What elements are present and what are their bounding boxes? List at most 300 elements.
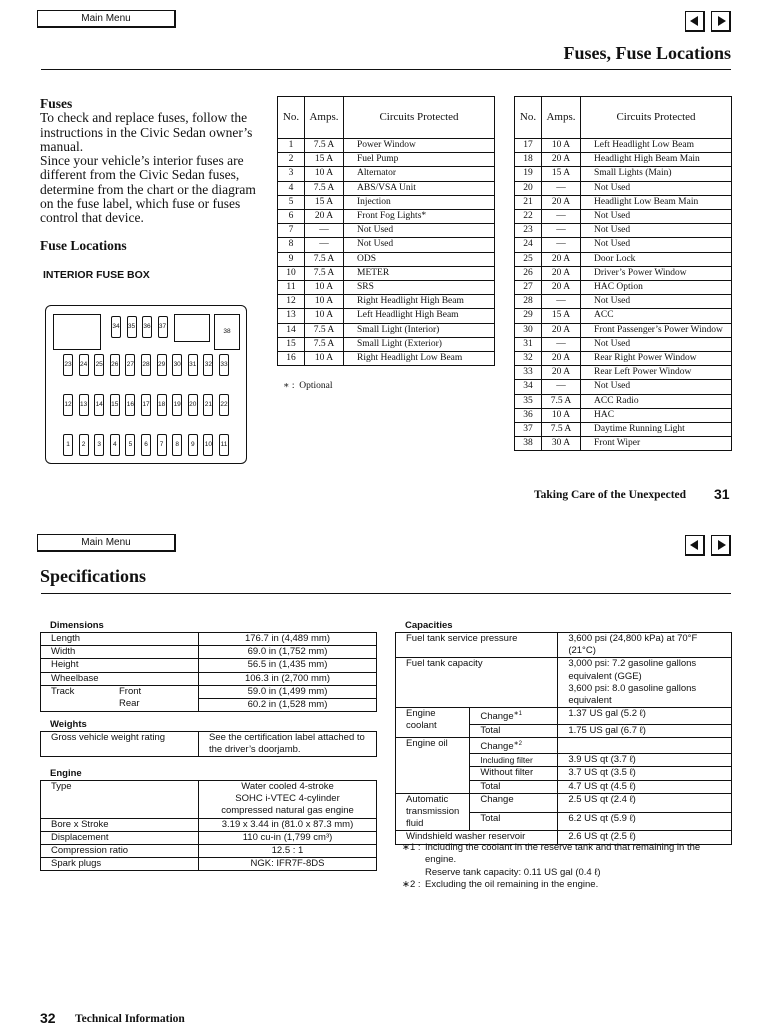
fuse-slot: 32 bbox=[203, 354, 213, 376]
spec-sublabel: Total bbox=[470, 724, 558, 737]
table-row bbox=[515, 153, 732, 167]
fuse-number: 21 bbox=[515, 195, 542, 209]
table-row bbox=[515, 167, 732, 181]
spec-value: 60.2 in (1,528 mm) bbox=[247, 699, 328, 711]
engine-type-line-3: compressed natural gas engine bbox=[221, 805, 354, 817]
fuel-capacity-line-4: equivalent bbox=[568, 695, 612, 707]
fuse-number: 37 bbox=[515, 423, 542, 437]
track-rear-label: Rear bbox=[119, 698, 140, 710]
table-row bbox=[515, 309, 732, 323]
fuses-paragraph-1: To check and replace fuses, follow the instructions in the Civic Sedan owner’s manual. bbox=[40, 110, 253, 154]
fuse-amps: — bbox=[542, 210, 581, 224]
footnote-1-line-3: Reserve tank capacity: 0.11 US gal (0.4 ℓ) bbox=[425, 866, 601, 878]
fuse-number: 6 bbox=[278, 210, 305, 224]
spec-sublabel bbox=[470, 708, 558, 724]
fuse-amps: 10 A bbox=[305, 281, 344, 295]
spec-label bbox=[396, 793, 470, 831]
page-title: Fuses, Fuse Locations bbox=[563, 43, 731, 63]
table-row bbox=[515, 181, 732, 195]
fuel-capacity-line-2: equivalent (GGE) bbox=[568, 670, 642, 682]
fuse-number: 3 bbox=[278, 167, 305, 181]
interior-fuse-box-label: INTERIOR FUSE BOX bbox=[43, 269, 150, 281]
fuse-amps: 7.5 A bbox=[305, 266, 344, 280]
main-menu-button[interactable]: Main Menu bbox=[37, 10, 176, 28]
spec-value: See the certification label attached to the driver’s doorjamb. bbox=[199, 732, 377, 757]
fuse-number: 13 bbox=[278, 309, 305, 323]
fuse-circuit: Not Used bbox=[581, 210, 732, 224]
fuse-amps: 20 A bbox=[542, 252, 581, 266]
fuse-number: 22 bbox=[515, 210, 542, 224]
spec-label: Compression ratio bbox=[41, 845, 199, 858]
coolant-label-line-2: coolant bbox=[406, 720, 437, 732]
fuse-slot: 33 bbox=[219, 354, 229, 376]
fuse-slot: 29 bbox=[157, 354, 167, 376]
fuse-number: 34 bbox=[515, 380, 542, 394]
fuse-circuit: Not Used bbox=[581, 380, 732, 394]
spec-value: 2.5 US qt (2.4 ℓ) bbox=[558, 793, 732, 812]
table-row bbox=[278, 167, 495, 181]
footnotes bbox=[402, 842, 732, 892]
arrow-right-icon bbox=[718, 540, 726, 550]
fuse-slot: 16 bbox=[125, 394, 135, 416]
fuse-amps: 20 A bbox=[542, 195, 581, 209]
fuse-slot: 13 bbox=[79, 394, 89, 416]
table-row bbox=[515, 394, 732, 408]
fuse-circuit: Door Lock bbox=[581, 252, 732, 266]
footnote-mark: ∗1 : bbox=[402, 842, 421, 853]
fuse-number: 10 bbox=[278, 266, 305, 280]
footnote-mark: ∗1 bbox=[513, 711, 522, 718]
fuse-slot: 28 bbox=[141, 354, 151, 376]
fuse-number: 18 bbox=[515, 153, 542, 167]
fuse-slot: 20 bbox=[188, 394, 198, 416]
spec-sublabel: Including filter bbox=[470, 754, 558, 767]
engine-heading: Engine bbox=[50, 768, 82, 779]
fuse-slot: 35 bbox=[127, 316, 137, 338]
spec-value bbox=[558, 737, 732, 753]
table-row bbox=[278, 181, 495, 195]
fuse-amps: — bbox=[542, 181, 581, 195]
fuse-amps: — bbox=[542, 380, 581, 394]
fuse-amps: 20 A bbox=[542, 366, 581, 380]
fuse-number: 5 bbox=[278, 195, 305, 209]
fuse-circuit: Driver’s Power Window bbox=[581, 266, 732, 280]
fuse-amps: 10 A bbox=[542, 408, 581, 422]
fuse-number: 30 bbox=[515, 323, 542, 337]
atf-label-line-1: Automatic bbox=[406, 793, 449, 805]
spec-value: 3.7 US qt (3.5 ℓ) bbox=[558, 767, 732, 780]
spec-value bbox=[558, 633, 732, 658]
table-row bbox=[278, 309, 495, 323]
spec-sublabel: Change bbox=[470, 793, 558, 812]
spec-value: 59.0 in (1,499 mm) bbox=[199, 686, 376, 699]
table-row bbox=[41, 732, 377, 757]
track-label-line bbox=[41, 686, 198, 698]
fuses-heading: Fuses bbox=[40, 96, 73, 111]
fuse-circuit: Front Passenger’s Power Window bbox=[581, 323, 732, 337]
fuse-amps: — bbox=[305, 238, 344, 252]
fuse-slot: 5 bbox=[125, 434, 135, 456]
fuse-slot: 10 bbox=[203, 434, 213, 456]
fuse-slot: 25 bbox=[94, 354, 104, 376]
relay-block-left bbox=[53, 314, 101, 350]
table-row bbox=[515, 423, 732, 437]
optional-footnote bbox=[283, 380, 332, 391]
spec-value: 6.2 US qt (5.9 ℓ) bbox=[558, 812, 732, 831]
fuse-circuit: METER bbox=[344, 266, 495, 280]
table-row bbox=[41, 818, 377, 831]
table-row bbox=[396, 658, 732, 708]
column-header-amps: Amps. bbox=[542, 97, 581, 139]
table-row bbox=[515, 266, 732, 280]
spec-label: Track bbox=[51, 685, 75, 697]
spec-value: 4.7 US qt (4.5 ℓ) bbox=[558, 780, 732, 793]
footnote-2 bbox=[402, 879, 732, 891]
table-row bbox=[41, 672, 377, 685]
arrow-left-icon bbox=[690, 16, 698, 26]
fuse-slot: 6 bbox=[141, 434, 151, 456]
fuse-number: 9 bbox=[278, 252, 305, 266]
fuse-amps: 7.5 A bbox=[305, 181, 344, 195]
spec-label: Wheelbase bbox=[41, 672, 199, 685]
fuses-paragraph-2: Since your vehicle’s interior fuses are different from the Civic Sedan fuses, determine from the chart or the diagram on the fuse label, which fuse or fuses control that device. bbox=[40, 153, 256, 226]
fuse-number: 16 bbox=[278, 352, 305, 366]
fuse-number: 26 bbox=[515, 266, 542, 280]
fuse-circuit: Small Lights (Main) bbox=[581, 167, 732, 181]
fuse-amps: — bbox=[542, 238, 581, 252]
spec-value: 110 cu-in (1,799 cm³) bbox=[199, 831, 377, 844]
spec-label: Height bbox=[41, 659, 199, 672]
fuse-number: 33 bbox=[515, 366, 542, 380]
fuse-number: 14 bbox=[278, 323, 305, 337]
fuse-amps: 10 A bbox=[305, 295, 344, 309]
fuse-number: 28 bbox=[515, 295, 542, 309]
fuse-number: 36 bbox=[515, 408, 542, 422]
fuse-circuit: Rear Right Power Window bbox=[581, 352, 732, 366]
spec-value: 56.5 in (1,435 mm) bbox=[199, 659, 377, 672]
fuse-number: 1 bbox=[278, 139, 305, 153]
fuel-pressure-line-1: 3,600 psi (24,800 kPa) at 70°F bbox=[568, 633, 698, 644]
relay-block-middle bbox=[174, 314, 210, 342]
fuse-slot: 12 bbox=[63, 394, 73, 416]
spec-label: Bore x Stroke bbox=[41, 818, 199, 831]
table-row bbox=[396, 633, 732, 658]
fuse-number: 15 bbox=[278, 337, 305, 351]
column-header-circuits: Circuits Protected bbox=[344, 97, 495, 139]
table-row bbox=[41, 633, 377, 646]
spec-value: 3.19 x 3.44 in (81.0 x 87.3 mm) bbox=[199, 818, 377, 831]
fuse-circuit: Not Used bbox=[581, 224, 732, 238]
fuse-amps: 10 A bbox=[542, 139, 581, 153]
fuse-circuit: Small Light (Interior) bbox=[344, 323, 495, 337]
spec-sublabel bbox=[470, 737, 558, 753]
coolant-label-line-1: Engine bbox=[406, 708, 436, 720]
fuse-circuit: Front Wiper bbox=[581, 437, 732, 451]
fuse-circuit: Fuel Pump bbox=[344, 153, 495, 167]
footnote-2-text: Excluding the oil remaining in the engine. bbox=[425, 879, 599, 891]
table-row bbox=[515, 408, 732, 422]
fuse-slot: 21 bbox=[203, 394, 213, 416]
fuse-amps: — bbox=[542, 295, 581, 309]
column-header-no: No. bbox=[515, 97, 542, 139]
fuse-circuit: Injection bbox=[344, 195, 495, 209]
fuse-circuit: Not Used bbox=[581, 181, 732, 195]
arrow-left-icon bbox=[690, 540, 698, 550]
fuse-circuit: Small Light (Exterior) bbox=[344, 337, 495, 351]
table-row bbox=[278, 224, 495, 238]
fuse-number: 24 bbox=[515, 238, 542, 252]
fuse-circuit: HAC Option bbox=[581, 281, 732, 295]
fuse-number: 4 bbox=[278, 181, 305, 195]
fuse-circuit: ACC Radio bbox=[581, 394, 732, 408]
page-number: 31 bbox=[714, 486, 730, 502]
fuel-capacity-line-3: 3,600 psi: 8.0 gasoline gallons bbox=[568, 682, 697, 694]
coolant-change-label: Change bbox=[480, 711, 514, 723]
fuse-amps: — bbox=[305, 224, 344, 238]
table-row bbox=[515, 295, 732, 309]
table-row bbox=[278, 337, 495, 351]
fuse-number: 20 bbox=[515, 181, 542, 195]
fuse-amps: 15 A bbox=[305, 153, 344, 167]
table-row bbox=[41, 831, 377, 844]
fuse-number: 19 bbox=[515, 167, 542, 181]
fuse-amps: 20 A bbox=[542, 352, 581, 366]
table-row bbox=[396, 737, 732, 753]
table-row bbox=[41, 858, 377, 871]
column-header-no: No. bbox=[278, 97, 305, 139]
fuse-number: 8 bbox=[278, 238, 305, 252]
table-row bbox=[515, 281, 732, 295]
fuse-amps: 7.5 A bbox=[305, 337, 344, 351]
spec-sublabel: Without filter bbox=[470, 767, 558, 780]
fuse-circuit: SRS bbox=[344, 281, 495, 295]
fuse-number: 29 bbox=[515, 309, 542, 323]
previous-page-button[interactable] bbox=[685, 11, 705, 32]
table-row bbox=[278, 238, 495, 252]
fuse-circuit: Not Used bbox=[581, 295, 732, 309]
fuse-number: 38 bbox=[515, 437, 542, 451]
fuse-number: 25 bbox=[515, 252, 542, 266]
spec-value: 176.7 in (4,489 mm) bbox=[199, 633, 377, 646]
capacities-heading: Capacities bbox=[405, 620, 453, 631]
fuse-amps: 20 A bbox=[542, 323, 581, 337]
dimensions-heading: Dimensions bbox=[50, 620, 104, 631]
fuse-circuit: Left Headlight High Beam bbox=[344, 309, 495, 323]
next-page-button[interactable] bbox=[711, 535, 731, 556]
spec-sublabel: Total bbox=[470, 780, 558, 793]
arrow-right-icon bbox=[718, 16, 726, 26]
oil-change-label: Change bbox=[480, 740, 514, 752]
previous-page-button[interactable] bbox=[685, 535, 705, 556]
fuse-table-right bbox=[514, 96, 732, 451]
spec-label: Width bbox=[41, 646, 199, 659]
fuse-number: 11 bbox=[278, 281, 305, 295]
fuse-slot: 36 bbox=[142, 316, 152, 338]
track-front-label: Front bbox=[119, 685, 142, 697]
page-title: Specifications bbox=[40, 566, 146, 586]
asterisk-mark: ∗ : bbox=[283, 381, 295, 391]
fuse-amps: 30 A bbox=[542, 437, 581, 451]
fuse-slot: 11 bbox=[219, 434, 229, 456]
table-row bbox=[396, 793, 732, 812]
spec-value: 3.9 US qt (3.7 ℓ) bbox=[558, 754, 732, 767]
fuse-amps: 20 A bbox=[542, 266, 581, 280]
title-divider bbox=[41, 69, 731, 70]
fuse-number: 2 bbox=[278, 153, 305, 167]
fuse-circuit: Daytime Running Light bbox=[581, 423, 732, 437]
fuse-circuit: Left Headlight Low Beam bbox=[581, 139, 732, 153]
spec-label: Fuel tank capacity bbox=[396, 658, 558, 708]
fuse-circuit: ACC bbox=[581, 309, 732, 323]
fuse-slot: 22 bbox=[219, 394, 229, 416]
spec-value bbox=[558, 658, 732, 708]
fuse-circuit: Not Used bbox=[581, 337, 732, 351]
spec-value: 1.37 US gal (5.2 ℓ) bbox=[558, 708, 732, 724]
table-row bbox=[41, 646, 377, 659]
fuel-capacity-line-1: 3,000 psi: 7.2 gasoline gallons bbox=[568, 658, 697, 670]
fuse-amps: 10 A bbox=[305, 167, 344, 181]
fuse-amps: — bbox=[542, 224, 581, 238]
table-row bbox=[278, 352, 495, 366]
fuse-number: 7 bbox=[278, 224, 305, 238]
spec-value: 69.0 in (1,752 mm) bbox=[199, 646, 377, 659]
table-row bbox=[396, 708, 732, 724]
fuse-slot: 14 bbox=[94, 394, 104, 416]
column-header-amps: Amps. bbox=[305, 97, 344, 139]
table-row bbox=[515, 224, 732, 238]
spec-label bbox=[396, 708, 470, 738]
fuse-number: 23 bbox=[515, 224, 542, 238]
table-row bbox=[515, 366, 732, 380]
footnote-mark: ∗2 bbox=[513, 740, 522, 747]
capacities-table bbox=[395, 632, 732, 845]
table-row bbox=[41, 685, 377, 711]
fuse-circuit: Headlight High Beam Main bbox=[581, 153, 732, 167]
weights-heading: Weights bbox=[50, 719, 87, 730]
fuse-circuit: Headlight Low Beam Main bbox=[581, 195, 732, 209]
fuse-amps: 15 A bbox=[542, 167, 581, 181]
optional-note-text: Optional bbox=[299, 381, 333, 391]
spec-label: Length bbox=[41, 633, 199, 646]
fuse-circuit: ODS bbox=[344, 252, 495, 266]
footnote-1-line-1: Including the coolant in the reserve tank and that remaining in the bbox=[425, 842, 701, 853]
fuse-locations-heading: Fuse Locations bbox=[40, 238, 127, 253]
fuse-amps: 20 A bbox=[542, 153, 581, 167]
fuse-slot: 8 bbox=[172, 434, 182, 456]
table-row bbox=[278, 281, 495, 295]
spec-label: Fuel tank service pressure bbox=[396, 633, 558, 658]
fuse-slot: 34 bbox=[111, 316, 121, 338]
engine-type-line-1: Water cooled 4-stroke bbox=[241, 781, 334, 792]
fuses-intro bbox=[40, 97, 270, 226]
fuse-circuit: Not Used bbox=[344, 224, 495, 238]
fuse-number: 12 bbox=[278, 295, 305, 309]
main-menu-button[interactable]: Main Menu bbox=[37, 534, 176, 552]
track-values bbox=[199, 685, 377, 711]
footnote-1 bbox=[402, 842, 732, 879]
fuse-amps: 20 A bbox=[305, 210, 344, 224]
table-row bbox=[41, 781, 377, 819]
title-divider bbox=[41, 593, 731, 594]
spec-sublabel: Total bbox=[470, 812, 558, 831]
fuse-circuit: Alternator bbox=[344, 167, 495, 181]
fuse-circuit: ABS/VSA Unit bbox=[344, 181, 495, 195]
fuse-slot: 18 bbox=[157, 394, 167, 416]
table-row bbox=[515, 437, 732, 451]
fuse-table-left bbox=[277, 96, 495, 366]
fuse-number: 27 bbox=[515, 281, 542, 295]
fuse-slot: 37 bbox=[158, 316, 168, 338]
table-row bbox=[278, 323, 495, 337]
fuse-amps: 20 A bbox=[542, 281, 581, 295]
table-row bbox=[515, 195, 732, 209]
fuse-circuit: Rear Left Power Window bbox=[581, 366, 732, 380]
spec-label: Gross vehicle weight rating bbox=[41, 732, 199, 757]
fuse-number: 17 bbox=[515, 139, 542, 153]
fuse-number: 31 bbox=[515, 337, 542, 351]
engine-type-line-2: SOHC i-VTEC 4-cylinder bbox=[235, 793, 340, 805]
fuse-amps: 7.5 A bbox=[542, 394, 581, 408]
table-row bbox=[515, 337, 732, 351]
table-row bbox=[278, 195, 495, 209]
fuse-circuit: Right Headlight High Beam bbox=[344, 295, 495, 309]
dimensions-table bbox=[40, 632, 377, 712]
table-row bbox=[41, 845, 377, 858]
fuse-38: 38 bbox=[214, 314, 240, 350]
table-row bbox=[278, 210, 495, 224]
fuse-slot: 23 bbox=[63, 354, 73, 376]
fuse-slot: 15 bbox=[110, 394, 120, 416]
spec-value: NGK: IFR7F-8DS bbox=[199, 858, 377, 871]
next-page-button[interactable] bbox=[711, 11, 731, 32]
table-row bbox=[515, 352, 732, 366]
fuse-slot: 3 bbox=[94, 434, 104, 456]
fuse-amps: 10 A bbox=[305, 352, 344, 366]
fuse-slot: 2 bbox=[79, 434, 89, 456]
fuse-circuit: Not Used bbox=[344, 238, 495, 252]
fuse-slot: 9 bbox=[188, 434, 198, 456]
footnote-1-line-2: engine. bbox=[425, 854, 457, 866]
fuse-slot: 26 bbox=[110, 354, 120, 376]
fuse-slot: 27 bbox=[125, 354, 135, 376]
track-label-cell bbox=[41, 685, 199, 711]
table-row bbox=[278, 153, 495, 167]
fuse-circuit: HAC bbox=[581, 408, 732, 422]
atf-label-line-3: fluid bbox=[406, 818, 424, 830]
fuel-pressure-line-2: (21°C) bbox=[568, 645, 596, 657]
spec-label: Type bbox=[41, 781, 199, 819]
table-row bbox=[278, 139, 495, 153]
fuse-box-diagram bbox=[45, 305, 247, 464]
fuse-table-header bbox=[278, 97, 495, 139]
fuse-slot: 24 bbox=[79, 354, 89, 376]
fuse-amps: 7.5 A bbox=[305, 252, 344, 266]
spec-value: 12.5 : 1 bbox=[199, 845, 377, 858]
column-header-circuits: Circuits Protected bbox=[581, 97, 732, 139]
engine-table bbox=[40, 780, 377, 871]
table-row bbox=[515, 380, 732, 394]
spec-label: Windshield washer reservoir bbox=[396, 831, 558, 844]
table-row bbox=[278, 252, 495, 266]
spec-label: Displacement bbox=[41, 831, 199, 844]
weights-table bbox=[40, 731, 377, 757]
fuse-amps: 10 A bbox=[305, 309, 344, 323]
table-row bbox=[515, 238, 732, 252]
spec-label: Spark plugs bbox=[41, 858, 199, 871]
fuse-table-header bbox=[515, 97, 732, 139]
table-row bbox=[41, 659, 377, 672]
fuse-slot: 31 bbox=[188, 354, 198, 376]
